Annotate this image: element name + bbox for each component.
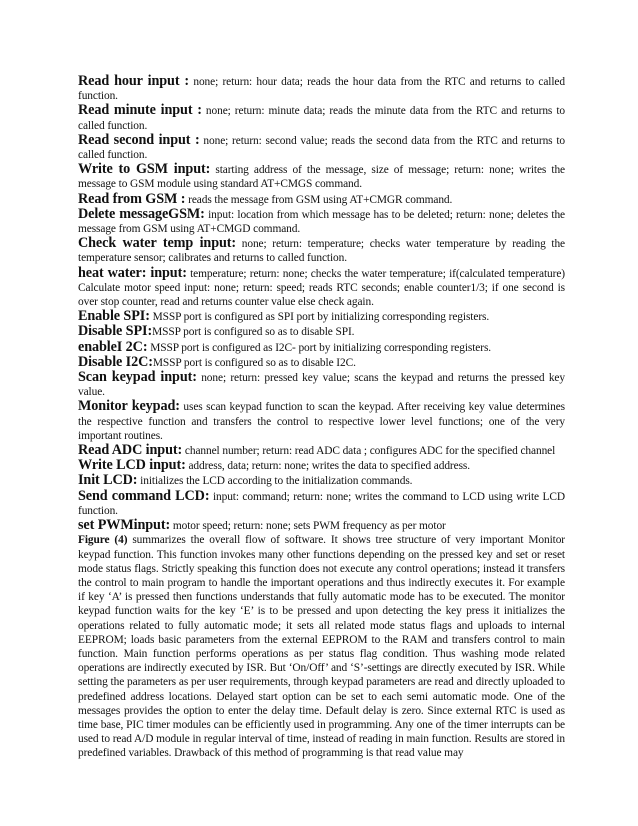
definition-desc: initializes the LCD according to the initialization commands. bbox=[137, 475, 413, 488]
definition-term: enableI 2C: bbox=[78, 338, 148, 355]
definition-term: Disable SPI: bbox=[78, 323, 153, 340]
definition-desc: channel number; return: read ADC data ; configures ADC for the specified channel bbox=[182, 445, 556, 458]
definition-term: Disable I2C: bbox=[78, 353, 153, 370]
definition-desc: none; return: minute data; reads the minute data from the RTC and returns to called function. bbox=[78, 105, 565, 132]
definition-read-second bbox=[78, 133, 565, 162]
definition-disable-i2c bbox=[78, 355, 565, 370]
definition-heat-water bbox=[78, 266, 565, 310]
definition-desc: motor speed; return: none; sets PWM frequency as per motor bbox=[170, 520, 446, 533]
definition-desc: MSSP port is configured as SPI port by initializing corresponding registers. bbox=[149, 311, 490, 324]
definition-desc: MSSP port is configured as I2C- port by initializing corresponding registers. bbox=[147, 341, 492, 354]
definition-enable-spi bbox=[78, 309, 565, 324]
definition-term: Send command LCD: bbox=[78, 487, 210, 504]
definition-term: Read from GSM : bbox=[78, 190, 186, 207]
definition-read-hour bbox=[78, 74, 565, 103]
definition-desc: reads the message from GSM using AT+CMGR command. bbox=[185, 193, 453, 206]
definition-scan-keypad bbox=[78, 370, 565, 399]
definition-desc: MSSP port is configured so as to disable SPI. bbox=[152, 326, 355, 339]
definition-read-gsm bbox=[78, 192, 565, 207]
definition-send-command-lcd bbox=[78, 489, 565, 518]
figure-summary-paragraph bbox=[78, 533, 565, 760]
definition-term: Read second input : bbox=[78, 131, 200, 148]
definition-read-adc bbox=[78, 443, 565, 458]
definition-desc: address, data; return: none; writes the data to specified address. bbox=[185, 460, 470, 473]
figure-reference: Figure (4) bbox=[78, 534, 128, 547]
definition-term: Delete messageGSM: bbox=[78, 205, 205, 222]
definition-enable-i2c bbox=[78, 340, 565, 355]
definition-term: Scan keypad input: bbox=[78, 369, 197, 386]
definition-term: heat water: input: bbox=[78, 264, 187, 281]
definition-desc: none; return: temperature; checks water temperature by reading the temperature sensor; calibrates and returns to called function. bbox=[78, 238, 565, 265]
definition-desc: starting address of the message, size of message; return: none; writes the message to GSM module using standard AT+CMGS command. bbox=[78, 164, 565, 191]
definition-desc: MSSP port is configured so as to disable I2C. bbox=[152, 356, 356, 369]
definition-desc: none; return: second value; reads the second data from the RTC and returns to called function. bbox=[78, 134, 565, 162]
definition-term: Write to GSM input: bbox=[78, 161, 211, 178]
definition-set-pwm bbox=[78, 518, 565, 533]
definition-desc: none; return: hour data; reads the hour data from the RTC and returns to called function. bbox=[78, 76, 565, 103]
definition-delete-message bbox=[78, 207, 565, 236]
definition-init-lcd bbox=[78, 473, 565, 488]
definition-term: Enable SPI: bbox=[78, 308, 150, 325]
definition-term: Check water temp input: bbox=[78, 235, 237, 252]
definition-term: Read hour input : bbox=[78, 73, 190, 89]
definition-term: Write LCD input: bbox=[78, 457, 186, 474]
definition-write-lcd bbox=[78, 458, 565, 473]
definition-desc: input: command; return: none; writes the command to LCD using write LCD function. bbox=[78, 490, 565, 517]
definition-desc: uses scan keypad function to scan the keypad. After receiving key value determines the respective function and transfers the control to respective lower level functions; one of the very important routines. bbox=[78, 401, 565, 442]
function-definitions bbox=[78, 74, 565, 533]
definition-term: Init LCD: bbox=[78, 472, 138, 489]
definition-read-minute bbox=[78, 103, 565, 132]
definition-desc: temperature; return: none; checks the water temperature; if(calculated temperature) Calculate motor speed input: none; return: speed; reads RTC seconds; enable counter1/3; if one second is over stop counter, read and returns counter value else check again. bbox=[78, 267, 565, 309]
paragraph-text: summarizes the overall flow of software. It shows tree structure of very important Monitor keypad function. This function invokes many other functions depending on the pressed key and set or reset mode status flags. Strictly speaking this function does not execute any control operations; instead it transfers the control to main program to handle the important operations and thus indirectly executes it. For example if key ‘A’ is pressed then functions understands that fully automatic mode has to be executed. The monitor keypad function waits for the key ‘E’ is to be pressed and upon detecting the key press it initializes the operations related to fully automatic mode; it sets all related mode status flags and uploads to internal EEPROM; loads basic parameters from the external EEPROM to the RAM and transfers control to main function. Main function performs operations as per status flag condition. Thus washing mode related operations are indirectly executed by ISR. But ‘On/Off’ and ‘S’-settings are directly executed by ISR. While setting the parameters as per user requirements, through keypad parameters are read and directly uploaded to predefined address locations. Delayed start option can be set to each semi automatic mode. One of the messages provides the option to enter the delay time. Default delay is zero. Since external RTC is used as time base, PIC timer modules can be efficiently used in programming. Any one of the timer interrupts can be used to read A/D module in regular interval of time, instead of reading in main function. Results are stored in predefined variables. Drawback of this method of programming is that read value may bbox=[78, 534, 565, 760]
definition-term: Read minute input : bbox=[78, 102, 202, 119]
definition-desc: input: location from which message has to be deleted; return: none; deletes the message from GSM using AT+CMGD command. bbox=[78, 208, 565, 236]
definition-write-gsm bbox=[78, 162, 565, 191]
definition-term: set PWMinput: bbox=[78, 517, 171, 534]
definition-monitor-keypad bbox=[78, 399, 565, 443]
definition-disable-spi bbox=[78, 324, 565, 339]
definition-check-water-temp bbox=[78, 236, 565, 265]
definition-term: Monitor keypad: bbox=[78, 398, 180, 415]
definition-term: Read ADC input: bbox=[78, 442, 183, 459]
definition-desc: none; return: pressed key value; scans the keypad and returns the pressed key value. bbox=[78, 372, 565, 399]
